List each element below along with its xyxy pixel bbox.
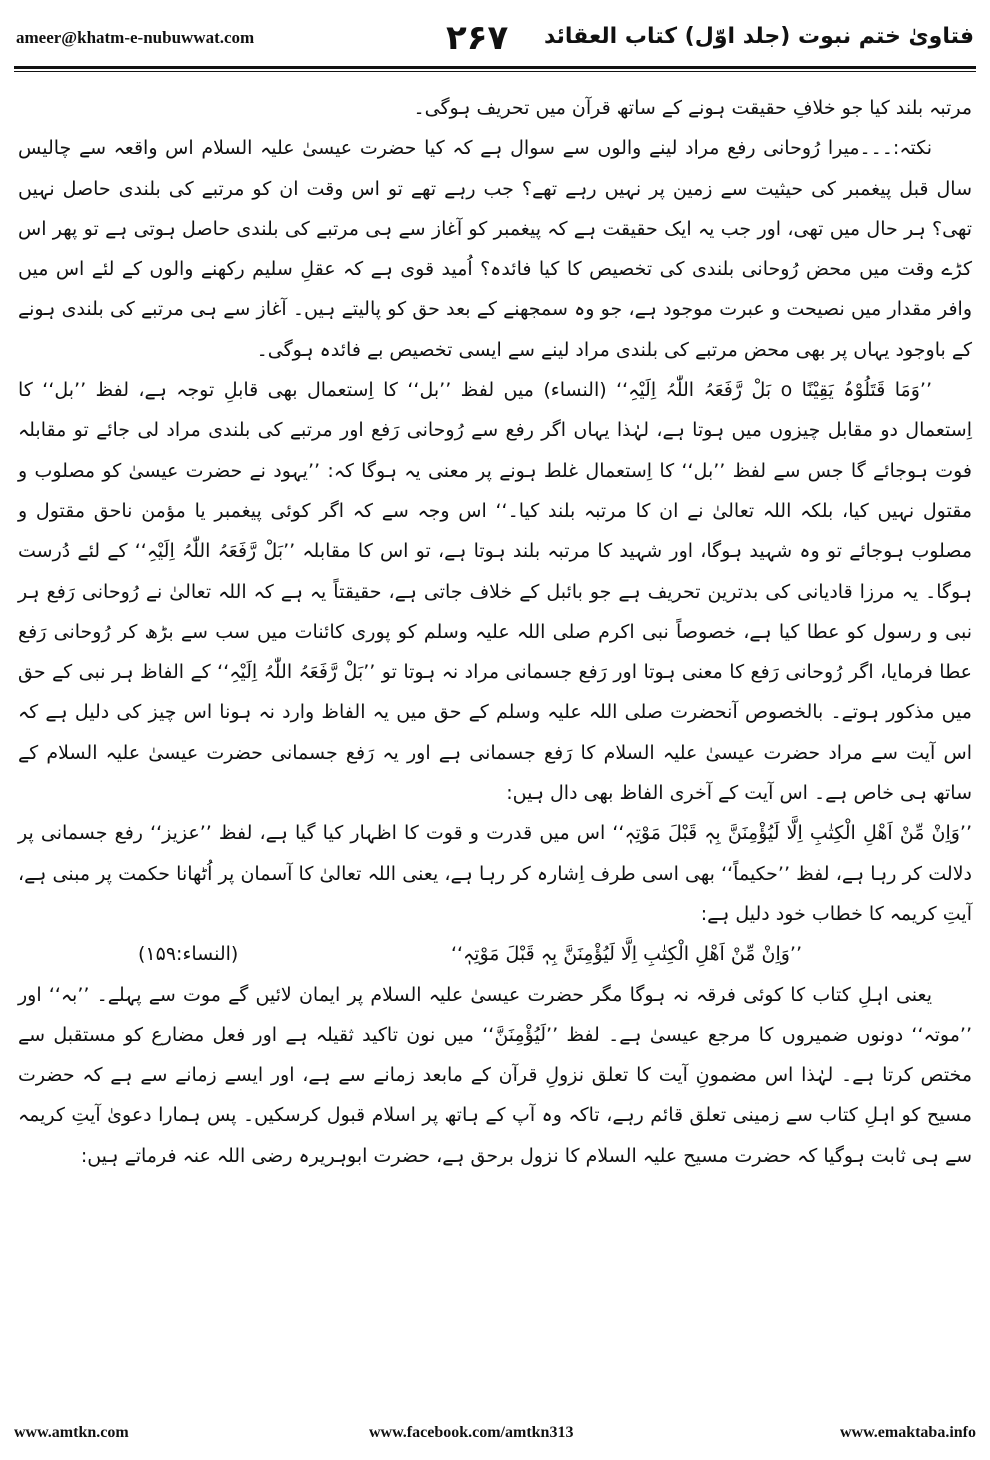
footer-link-amtkn[interactable]: www.amtkn.com xyxy=(14,1424,129,1441)
footer-link-emaktaba[interactable]: www.emaktaba.info xyxy=(839,1424,976,1441)
paragraph-1: مرتبہ بلند کیا جو خلافِ حقیقت ہونے کے ساتھ قرآن میں تحریف ہوگی۔ xyxy=(413,97,972,119)
body-text xyxy=(18,88,972,1176)
paragraph-5: یعنی اہلِ کتاب کا کوئی فرقہ نہ ہوگا مگر حضرت عیسیٰ علیہ السلام پر ایمان لائیں گے موت سے پہلے۔ ’’بہ‘‘ اور ’’موتہ‘‘ دونوں ضمیروں کا مرجع عیسیٰ ہے۔ لفظ ’’لَیُؤْمِنَنَّ‘‘ میں نون تاکید ثقیلہ ہے اور فعل مضارع کو مستقبل سے مختص کرتا ہے۔ لہٰذا اس مضمونِ آیت کا تعلق نزولِ قرآن کے مابعد زمانے سے ہے، اور ایسے زمانے سے ہے کہ حضرت مسیح کو اہلِ کتاب سے زمینی تعلق قائم رہے، تاکہ وہ آپ کے ہاتھ پر اسلام قبول کرسکیں۔ پس ہمارا دعویٰ آیتِ کریمہ سے ہی ثابت ہوگیا کہ حضرت مسیح علیہ السلام کا نزول برحق ہے، حضرت ابوہریرہ رضی اللہ عنہ فرماتے ہیں: xyxy=(18,983,972,1167)
paragraph-4: ’’وَاِنْ مِّنْ اَھْلِ الْکِتٰبِ اِلَّا لَیُؤْمِنَنَّ بِہٖ قَبْلَ مَوْتِہٖ‘‘ اس میں قدرت و قوت کا اظہار کیا گیا ہے، لفظ ’’عزیز‘‘ رفع جسمانی پر دلالت کر رہا ہے، لفظ ’’حکیماً‘‘ بھی اسی طرف اِشارہ کر رہا ہے، یعنی اللہ تعالیٰ کا آسمان پر اُٹھانا حکمت پر مبنی ہے، آیتِ کریمہ کا خطاب خود دلیل ہے: xyxy=(18,822,973,925)
book-title: فتاویٰ ختم نبوت (جلد اوّل) کتاب العقائد xyxy=(543,24,974,49)
header-email[interactable]: ameer@khatm-e-nubuwwat.com xyxy=(16,28,255,47)
quote-text: ’’وَاِنْ مِّنْ اَھْلِ الْکِتٰبِ اِلَّا لَیُؤْمِنَنَّ بِہٖ قَبْلَ مَوْتِہٖ‘‘ xyxy=(450,943,802,966)
page-header xyxy=(16,18,974,68)
header-divider xyxy=(14,66,976,72)
page-footer xyxy=(14,1424,976,1448)
quote-reference: (النساء:۱۵۹) xyxy=(138,943,239,966)
paragraph-2: نکتہ:۔۔۔میرا رُوحانی رفع مراد لینے والوں سے سوال ہے کہ کیا حضرت عیسیٰ علیہ السلام اس واقعہ سے چالیس سال قبل پیغمبر کی حیثیت سے زمین پر نہیں رہے تھے؟ جب رہے تھے تو اس وقت ان کو مرتبے کی بلندی حاصل نہیں تھی؟ ہر حال میں تھی، اور جب یہ ایک حقیقت ہے کہ پیغمبر کو آغاز سے ہی مرتبے کی بلندی حاصل ہوتی ہے تو پھر اس کڑے وقت میں محض رُوحانی بلندی کی تخصیص کا کیا فائدہ؟ اُمید قوی ہے کہ عقلِ سلیم رکھنے والوں کے لئے اس میں وافر مقدار میں نصیحت و عبرت موجود ہے، جو وہ سمجھنے کے بعد حق کو پالیتے ہیں۔ آغاز سے ہی مرتبے کی بلندی ہونے کے باوجود یہاں پر بھی محض مرتبے کی بلندی مراد لینے سے ایسی تخصیص بے فائدہ ہوگی۔ xyxy=(18,137,972,361)
quran-quote xyxy=(18,934,802,974)
paragraph-3: ’’وَمَا قَتَلُوْہُ یَقِیْنًا o بَلْ رَّفَعَہُ اللّٰہُ اِلَیْہِ‘‘ (النساء) میں لفظ ’’بل‘‘ کا اِستعمال بھی قابلِ توجہ ہے، لفظ ’’بل‘‘ کا اِستعمال دو مقابل چیزوں میں ہوتا ہے، لہٰذا یہاں اگر رفع سے رُوحانی رَفع اور مرتبے کی بلندی مراد لی جائے تو مقابلہ فوت ہوجائے گا جس سے لفظ ’’بل‘‘ کا اِستعمال غلط ہونے پر معنی یہ ہوگا کہ: ’’یہود نے حضرت عیسیٰ کو مصلوب و مقتول نہیں کیا، بلکہ اللہ تعالیٰ نے ان کا مرتبہ بلند کیا۔‘‘ اس وجہ سے کہ اگر کوئی پیغمبر یا مؤمن ناحق مقتول و مصلوب ہوجائے تو وہ شہید ہوگا، اور شہید کا مرتبہ بلند ہوتا ہے، تو اس کا مقابلہ ’’بَلْ رَّفَعَہُ اللّٰہُ اِلَیْہِ‘‘ کے لئے دُرست ہوگا۔ یہ مرزا قادیانی کی بدترین تحریف ہے جو بائبل کے خلاف جاتی ہے، حقیقتاً یہ ہے کہ اللہ تعالیٰ نے رُوحانی رَفع ہر نبی و رسول کو عطا کیا ہے، خصوصاً نبی اکرم صلی اللہ علیہ وسلم کو پوری کائنات میں سب سے بڑھ کر رُوحانی رَفع عطا فرمایا، اگر رُوحانی رَفع کا معنی ہوتا اور رَفع جسمانی مراد نہ ہوتا تو ’’بَلْ رَّفَعَہُ اللّٰہُ اِلَیْہِ‘‘ کے الفاظ ہر نبی کے حق میں مذکور ہوتے۔ بالخصوص آنحضرت صلی اللہ علیہ وسلم کے حق میں یہ الفاظ وارد نہ ہونا اس چیز کی دلیل ہے کہ اس آیت سے مراد حضرت عیسیٰ علیہ السلام کا رَفع جسمانی ہے اور یہ رَفع جسمانی حضرت عیسیٰ علیہ السلام کے ساتھ ہی خاص ہے۔ اس آیت کے آخری الفاظ بھی دال ہیں: xyxy=(18,379,972,805)
footer-link-facebook[interactable]: www.facebook.com/amtkn313 xyxy=(369,1424,574,1441)
page-number: ۲۶۷ xyxy=(446,18,509,58)
